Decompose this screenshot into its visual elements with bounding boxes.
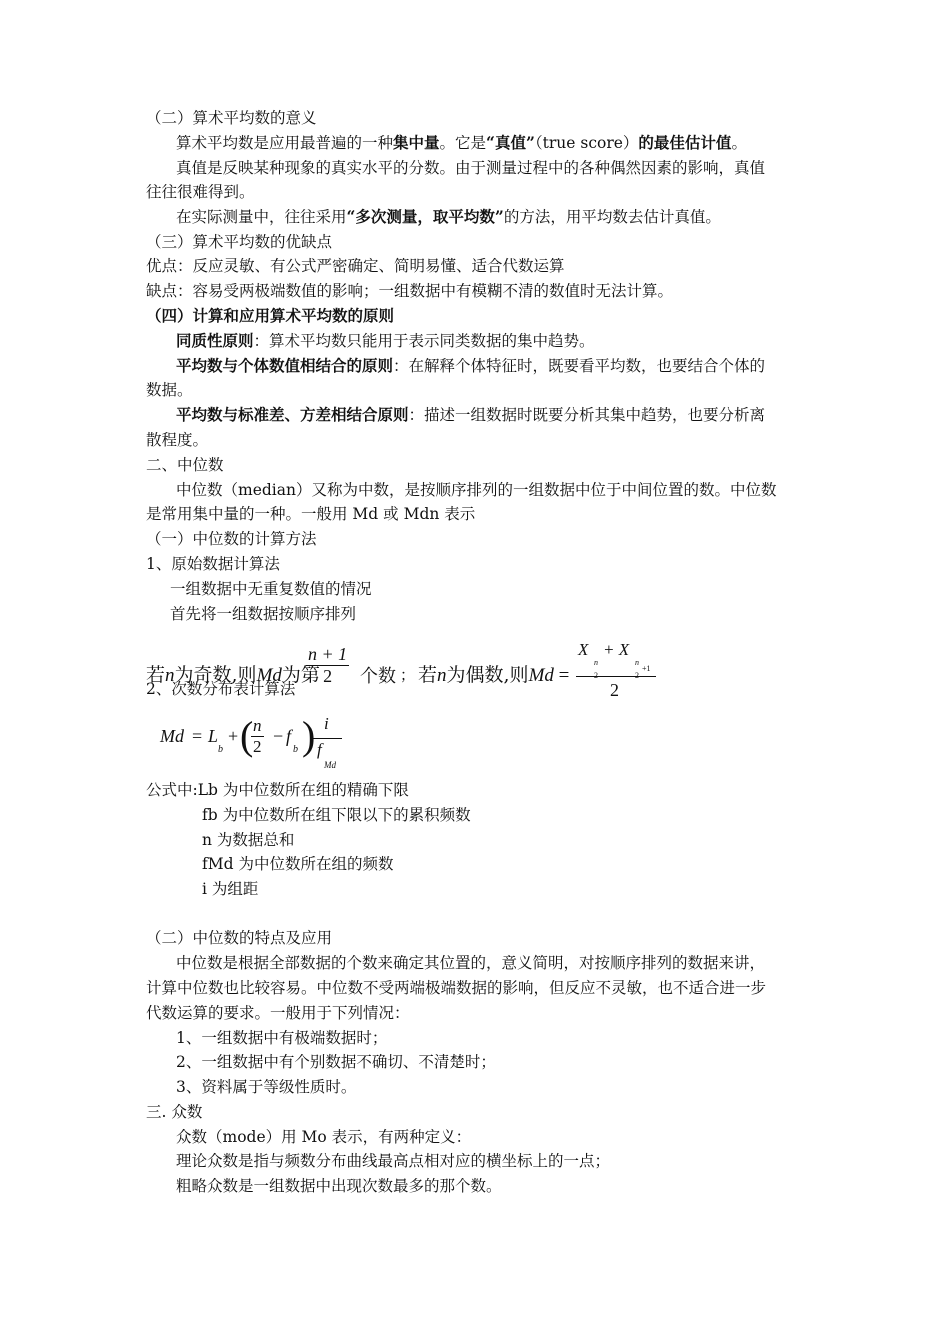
formula1-sub-2: 2 xyxy=(635,671,639,680)
text-line: 代数运算的要求。一般用于下列情况： xyxy=(146,1004,410,1022)
text-line: 中位数（median）又称为中数，是按顺序排列的一组数据中位于中间位置的数。中位数 xyxy=(176,481,777,499)
bold-run: “真值” xyxy=(486,133,535,152)
formula1-text: 为奇数,则 xyxy=(174,664,257,686)
formula1-sub-n: n xyxy=(635,658,639,667)
text-line: 公式中:Lb 为中位数所在组的精确下限 xyxy=(146,781,409,799)
formula1-sub-n: n xyxy=(594,658,598,667)
formula2-frac-bar xyxy=(312,738,342,739)
formula2-n: n xyxy=(253,716,262,735)
formula1-text: 个数 xyxy=(360,666,396,687)
text-line: fMd 为中位数所在组的频数 xyxy=(202,855,394,873)
text-run: 的方法，用平均数去估计真值。 xyxy=(503,208,721,226)
formula2-i: i xyxy=(324,714,329,733)
formula2-paren-left: ( xyxy=(240,713,254,758)
text-line xyxy=(176,132,747,154)
bold-run: “多次测量，取平均数” xyxy=(346,207,504,226)
formula1-var-md: Md xyxy=(528,665,554,686)
formula2-fMd: f xyxy=(317,740,322,759)
formula2-L: L xyxy=(208,726,219,746)
text-run: ：描述一组数据时既要分析其集中趋势，也要分析离 xyxy=(408,406,766,424)
formula1-numerator: n + 1 xyxy=(308,644,348,664)
formula2-equals: = xyxy=(192,726,203,746)
formula2-lhs: Md xyxy=(160,726,184,746)
text-line: 数据。 xyxy=(146,381,193,399)
text-line: 散程度。 xyxy=(146,431,209,449)
formula1-var-n: n xyxy=(165,665,175,686)
text-line: 一组数据中无重复数值的情况 xyxy=(170,580,372,598)
text-line: 是常用集中量的一种。一般用 Md 或 Mdn 表示 xyxy=(146,505,476,523)
formula1-denominator: 2 xyxy=(323,666,333,686)
text-line: （二）中位数的特点及应用 xyxy=(146,929,333,947)
text-line: 往往很难得到。 xyxy=(146,183,255,201)
text-run: 。它是 xyxy=(439,134,487,152)
bold-run: 的最佳估计值 xyxy=(638,133,732,152)
text-line: 2、一组数据中有个别数据不确切、不清楚时； xyxy=(176,1053,496,1071)
formula2-f: f xyxy=(286,726,292,746)
formula1-plus-x2: + X xyxy=(603,640,630,659)
formula2-paren-right: ) xyxy=(302,713,316,758)
formula1-equals: = xyxy=(558,665,570,686)
formula2-minus: − xyxy=(273,726,284,746)
text-run: 算术平均数是应用最普遍的一种 xyxy=(176,134,394,152)
text-line: （一）中位数的计算方法 xyxy=(146,530,317,548)
text-run: ：算术平均数只能用于表示同类数据的集中趋势。 xyxy=(253,332,595,350)
text-line: 缺点：容易受两极端数值的影响；一组数据中有模糊不清的数值时无法计算。 xyxy=(146,282,674,300)
formula1-x1: X xyxy=(578,640,589,659)
formula1-separator: ； xyxy=(400,666,416,684)
text-line: 优点：反应灵敏、有公式严密确定、简明易懂、适合代数运算 xyxy=(146,257,565,275)
text-line: 粗略众数是一组数据中出现次数最多的那个数。 xyxy=(176,1177,502,1195)
formula1-sub-2: 2 xyxy=(594,671,598,680)
text-line: 1、原始数据计算法 xyxy=(146,555,280,573)
text-line: 真值是反映某种现象的真实水平的分数。由于测量过程中的各种偶然因素的影响，真值 xyxy=(176,159,766,177)
text-line: 三. 众数 xyxy=(146,1103,203,1121)
text-run: 在实际测量中，往往采用 xyxy=(176,208,347,226)
bold-run: 同质性原则 xyxy=(176,331,254,350)
text-run: （true score） xyxy=(534,134,639,152)
text-line: n 为数据总和 xyxy=(202,831,295,849)
text-line: fb 为中位数所在组下限以下的累积频数 xyxy=(202,806,471,824)
formula1-den2: 2 xyxy=(610,680,619,700)
text-run: ：在解释个体特征时，既要看平均数，也要结合个体的 xyxy=(393,357,766,375)
text-line: 计算中位数也比较容易。中位数不受两端极端数据的影响，但反应不灵敏，也不适合进一步 xyxy=(146,979,767,997)
text-line xyxy=(176,330,595,352)
text-line xyxy=(176,206,721,228)
text-line xyxy=(176,404,765,426)
formula1-text: 为第 xyxy=(281,664,320,686)
formula2-n-over-2 xyxy=(251,716,264,757)
text-line xyxy=(176,355,765,377)
text-line: 1、一组数据中有极端数据时； xyxy=(176,1029,388,1047)
text-line: 理论众数是指与频数分布曲线最高点相对应的横坐标上的一点； xyxy=(176,1152,611,1170)
formula1-text: 若 xyxy=(418,664,438,686)
text-line: （三）算术平均数的优缺点 xyxy=(146,233,333,251)
text-line: 2、次数分布表计算法 xyxy=(146,680,296,698)
text-line: 3、资料属于等级性质时。 xyxy=(176,1078,357,1096)
formula-median-grouped xyxy=(160,714,380,774)
text-line: 众数（mode）用 Mo 表示，有两种定义： xyxy=(176,1128,472,1146)
formula1-var-n: n xyxy=(437,665,447,686)
formula2-L-sub: b xyxy=(218,744,223,755)
formula2-fMd-sub: Md xyxy=(324,760,336,770)
text-line: （二）算术平均数的意义 xyxy=(146,109,317,127)
text-run: 。 xyxy=(731,134,747,152)
text-line: 二、中位数 xyxy=(146,456,224,474)
formula1-fraction-odd xyxy=(306,644,349,687)
formula1-text: 若 xyxy=(146,664,166,686)
text-line: 中位数是根据全部数据的个数来确定其位置的，意义简明，对按顺序排列的数据来讲， xyxy=(176,954,766,972)
bold-run: 平均数与标准差、方差相结合原则 xyxy=(176,405,409,424)
text-line xyxy=(146,305,394,327)
formula-median-raw xyxy=(146,642,666,706)
formula1-var-md: Md xyxy=(256,665,282,686)
text-line: 首先将一组数据按顺序排列 xyxy=(170,605,357,623)
formula1-fraction-bar xyxy=(576,676,656,677)
formula2-f-sub: b xyxy=(293,744,298,755)
bold-run: 集中量 xyxy=(393,133,440,152)
formula1-sub-plus1: +1 xyxy=(642,664,651,673)
formula2-two: 2 xyxy=(253,737,262,756)
formula2-plus: + xyxy=(228,726,239,746)
formula1-text: 为偶数,则 xyxy=(446,664,529,686)
text-line: i 为组距 xyxy=(202,880,259,898)
bold-run: （四）计算和应用算术平均数的原则 xyxy=(146,306,395,325)
bold-run: 平均数与个体数值相结合的原则 xyxy=(176,356,394,375)
